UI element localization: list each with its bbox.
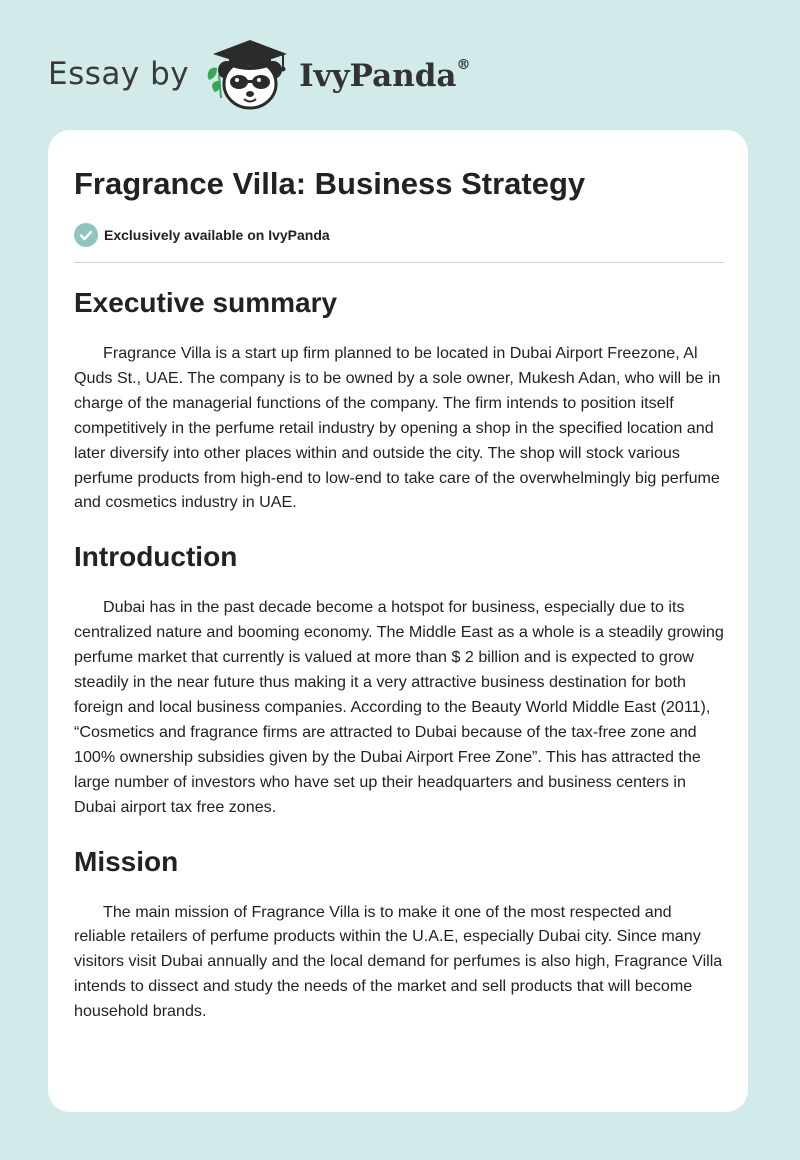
section-paragraph-executive-summary: Fragrance Villa is a start up firm planned to be located in Dubai Airport Freezone, Al Quds St., UAE. The company is to be owned by a sole owner, Mukesh Adan, who will be in charge of the managerial functions of the company. The firm intends to position itself competitively in the perfume retail industry by opening a shop in the specified location and later diversify into other places within and outside the city. The shop will stock various perfume products from high-end to low-end to take care of the overwhelmingly big perfume and cosmetics industry in UAE. (74, 344, 721, 512)
section-heading-executive-summary: Executive summary (74, 287, 338, 318)
panda-logo-icon[interactable] (203, 36, 295, 112)
exclusive-badge-text: Exclusively available on IvyPanda (104, 227, 330, 243)
section-heading-mission: Mission (74, 845, 179, 877)
section-heading-introduction: Introduction (74, 541, 238, 573)
essay-card (48, 130, 748, 1112)
exclusive-badge (74, 222, 724, 248)
essay-by-label: Essay by (48, 56, 190, 92)
site-header (48, 36, 471, 112)
page-title: Fragrance Villa: Business Strategy (74, 166, 586, 201)
brand-name[interactable]: IvyPanda® (299, 56, 471, 94)
essay-content (74, 162, 724, 1024)
registered-mark: ® (456, 56, 471, 73)
section-paragraph-introduction: Dubai has in the past decade become a hotspot for business, especially due to its centralized nature and booming economy. The Middle East as a whole is a steadily growing perfume market that currently is valued at more than $ 2 billion and is expected to grow steadily in the near future thus making it a very attractive business destination for both foreign and local business companies. According to the Beauty World Middle East (2011), “Cosmetics and fragrance firms are attracted to Dubai because of the tax-free zone and 100% ownership subsidies given by the Dubai Airport Free Zone”. This has attracted the large number of investors who have set up their headquarters and business centers in Dubai airport tax free zones. (74, 598, 724, 816)
title-divider (74, 262, 724, 263)
check-circle-icon (74, 223, 98, 247)
section-paragraph-mission: The main mission of Fragrance Villa is to make it one of the most respected and reliable retailers of perfume products within the U.A.E, especially Dubai city. Since many visitors visit Dubai annually and the local demand for perfumes is also high, Fragrance Villa intends to dissect and study the needs of the market and sell products that will become household brands. (74, 902, 723, 1021)
